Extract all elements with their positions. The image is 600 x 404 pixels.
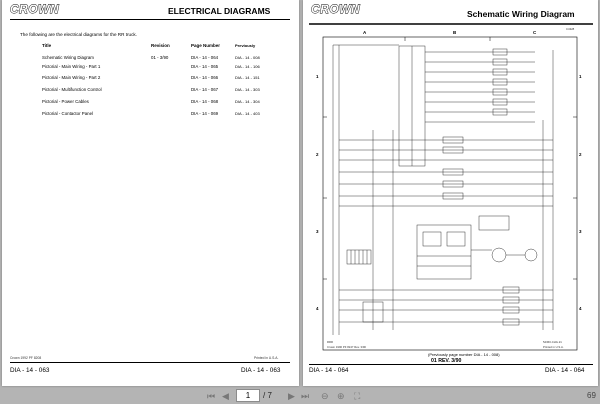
row-title: Pictorial - Contactor Panel [42,111,94,116]
grid-col-a: A [363,30,367,35]
intro-text: The following are the electrical diagrams for the RR truck. [20,32,137,37]
row-revision: 01 - 3/90 [151,55,169,60]
crown-logo: CROWN [10,2,60,16]
row-title: Pictorial - Main Wiring - Part 1 [42,64,101,69]
header-rule [10,19,290,20]
crown-logo: CROWN [311,2,361,16]
row-page-number: DIA - 14 - 066 [191,75,219,80]
copyright-note: Crown 1990 PF 8247 Rev. 3/90 [327,345,366,349]
row-title: Pictorial - Main Wiring - Part 2 [42,75,101,80]
previous-page-icon[interactable]: ◀ [222,391,229,401]
col-header-title: Title [42,43,52,48]
row-title: Pictorial - Multifunction Control [42,87,102,92]
footer-small-code: RRR [327,340,334,344]
page-total: / 7 [263,391,272,400]
next-page-icon[interactable]: ▶ [288,391,295,401]
row-page-number: DIA - 14 - 067 [191,87,219,92]
wiring-schematic [303,0,598,386]
grid-row-2: 2 [316,152,319,157]
page-title: Schematic Wiring Diagram [467,9,575,19]
col-header-previously: Previously [235,43,256,48]
zoom-level: 69 [587,391,596,400]
copyright-note: Crown 1992 PF 8208 [10,356,42,360]
row-previously: DIA - 14 - 303 [235,87,260,92]
zoom-out-icon[interactable]: ⊖ [321,391,329,401]
col-header-page-number: Page Number [191,43,221,48]
fullscreen-icon[interactable]: ⛶ [354,391,361,401]
footer-doc-number-right: DIA - 14 - 063 [241,367,281,374]
row-previously: DIA - 14 - 304 [235,99,260,104]
document-page-left [2,0,299,386]
grid-row-1: 1 [316,74,319,79]
row-title: Schematic Wiring Diagram [42,55,94,60]
page-number-input[interactable]: 1 [236,389,260,402]
row-page-number: DIA - 14 - 065 [191,64,219,69]
grid-row-4-right: 4 [579,306,582,311]
grid-row-4: 4 [316,306,319,311]
row-page-number: DIA - 14 - 068 [191,99,219,104]
grid-col-c: C [533,30,537,35]
row-previously: DIA - 14 - 106 [235,64,260,69]
page-title: ELECTRICAL DIAGRAMS [168,6,271,16]
document-page-right [303,0,598,386]
grid-col-b: B [453,30,457,35]
row-page-number: DIA - 14 - 069 [191,111,219,116]
pdf-viewer-toolbar [0,388,600,404]
printed-note: Printed in U.S.A. [254,356,279,360]
first-page-icon[interactable]: ⏮ [207,391,216,401]
row-previously: DIA - 14 - 403 [235,111,260,116]
zoom-in-icon[interactable]: ⊕ [337,391,345,401]
row-previously: DIA - 14 - 008 [235,55,260,60]
col-header-revision: Revision [151,43,170,48]
previous-page-note: (Previously page number DIA - 14 - 008) [428,352,500,357]
revision-label: 01 REV. 3/90 [431,358,462,364]
doc-code: C4328 [566,27,575,31]
footer-doc-number-left: DIA - 14 - 064 [309,367,349,374]
printed-note: Printed in U.S.A. [543,345,564,349]
footer-doc-number-left: DIA - 14 - 063 [10,367,50,374]
grid-row-3: 3 [316,229,319,234]
row-title: Pictorial - Power Cables [42,99,89,104]
row-page-number: DIA - 14 - 064 [191,55,219,60]
grid-row-2-right: 2 [579,152,582,157]
footer-doc-number-right: DIA - 14 - 064 [545,367,585,374]
footer-rule [309,364,593,365]
row-previously: DIA - 14 - 151 [235,75,260,80]
grid-row-1-right: 1 [579,74,582,79]
grid-row-3-right: 3 [579,229,582,234]
footer-rule [10,362,290,363]
last-page-icon[interactable]: ⏭ [301,391,310,401]
stamp-code: 54360-CHG.21 [543,340,562,344]
